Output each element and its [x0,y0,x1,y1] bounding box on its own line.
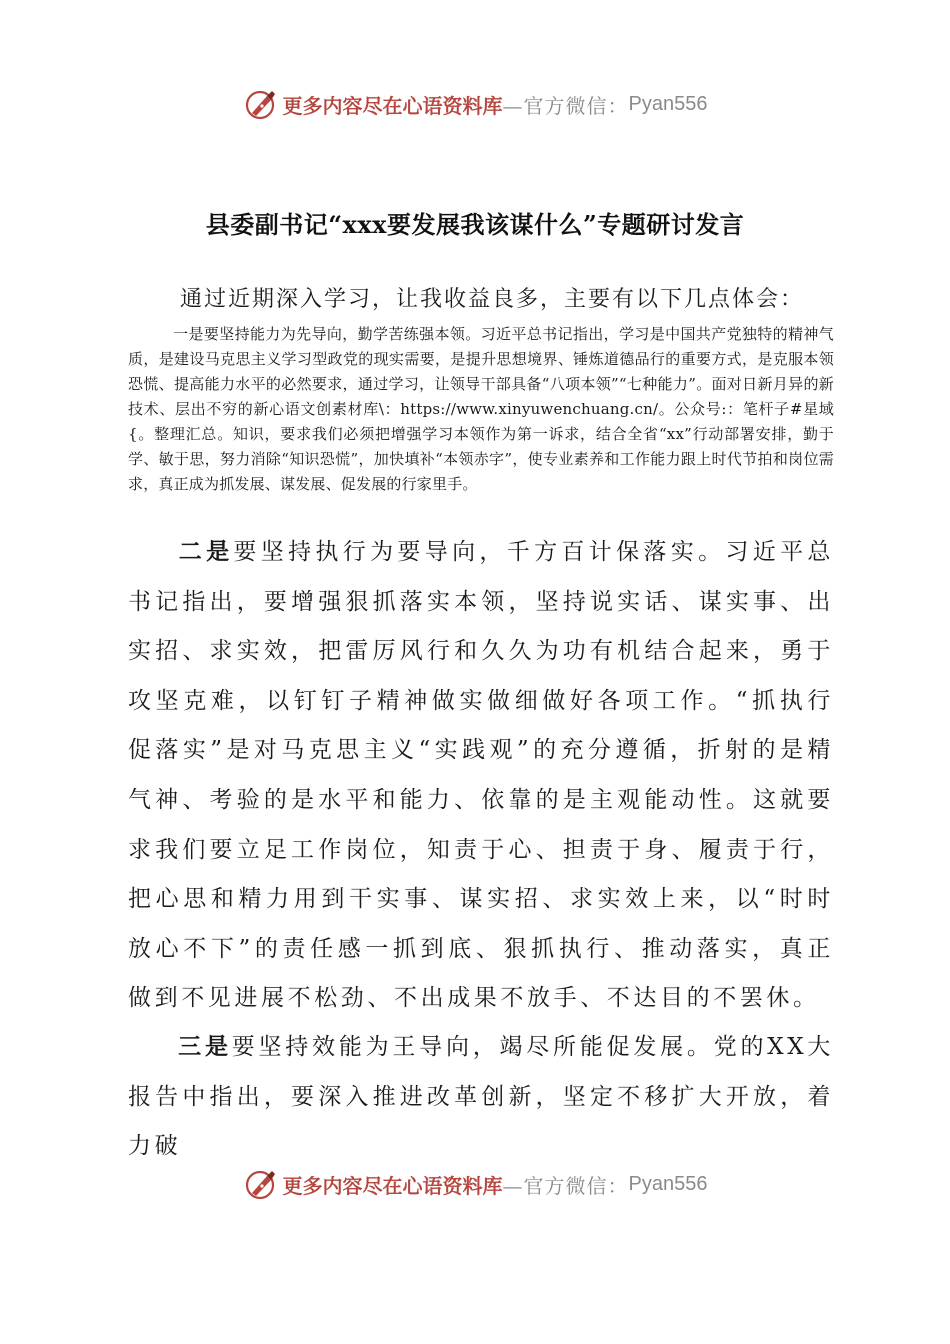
point3-lead: 三是 [178,1033,232,1060]
intro-paragraph: 通过近期深入学习，让我收益良多，主要有以下几点体会： [180,287,805,312]
point3-text: 要坚持效能为王导向，竭尽所能促发展。党的XX大报告中指出，要深入推进改革创新，坚定不移扩大开放，着力破 [128,1034,834,1160]
pen-nib-icon [243,1166,279,1202]
point2-paragraph [128,527,834,1024]
point3-paragraph [128,1022,834,1172]
footer-red-text: 更多内容尽在心语资料库 [282,1173,503,1198]
footer-wechat-id: Pyan556 [628,1172,708,1195]
banner-wechat-id: Pyan556 [628,92,708,115]
point2-lead: 二是 [178,538,234,565]
header-banner [0,84,950,124]
point2-text: 要坚持执行为要导向，千方百计保落实。习近平总书记指出，要增强狠抓落实本领，坚持说实话、谋实事、出实招、求实效，把雷厉风行和久久为功有机结合起来，勇于攻坚克难，以钉钉子精神做实做细做好各项工作。“抓执行促落实”是对马克思主义“实践观”的充分遵循，折射的是精气神、考验的是水平和能力、依靠的是主观能动性。这就要求我们要立足工作岗位，知责于心、担责于身、履责于行，把心思和精力用到干实事、谋实招、求实效上来，以“时时放心不下”的责任感一抓到底、狠抓执行、推动落实，真正做到不见进展不松劲、不出成果不放手、不达目的不罢休。 [128,539,835,1012]
point1-text: 一是要坚持能力为先导向，勤学苦练强本领。习近平总书记指出，学习是中国共产党独特的精神气质，是建设马克思主义学习型政党的现实需要，是提升思想境界、锤炼道德品行的重要方式，是克服本领恐慌、提高能力水平的必然要求，通过学习，让领导干部具备“八项本领”“七种能力”。面对日新月异的新技术、层出不穷的新心语文创素材库\：https://www.xinyuwenchuang.cn/。公众号:：笔杆子#星域{。整理汇总。知识，要求我们必须把增强学习本领作为第一诉求，结合全省“xx”行动部署安排，勤于学、敏于思，努力消除“知识恐慌”，加快填补“本领赤字”，使专业素养和工作能力跟上时代节拍和岗位需求，真正成为抓发展、谋发展、促发展的行家里手。 [128,325,834,493]
point1-paragraph [128,322,834,497]
banner-gray-text: —官方微信： [502,93,629,118]
footer-banner [0,1164,950,1204]
banner-red-text: 更多内容尽在心语资料库 [282,93,503,118]
pen-nib-icon [243,86,279,122]
footer-gray-text: —官方微信： [502,1173,629,1198]
document-title: 县委副书记“xxx要发展我该谋什么”专题研讨发言 [205,210,745,239]
